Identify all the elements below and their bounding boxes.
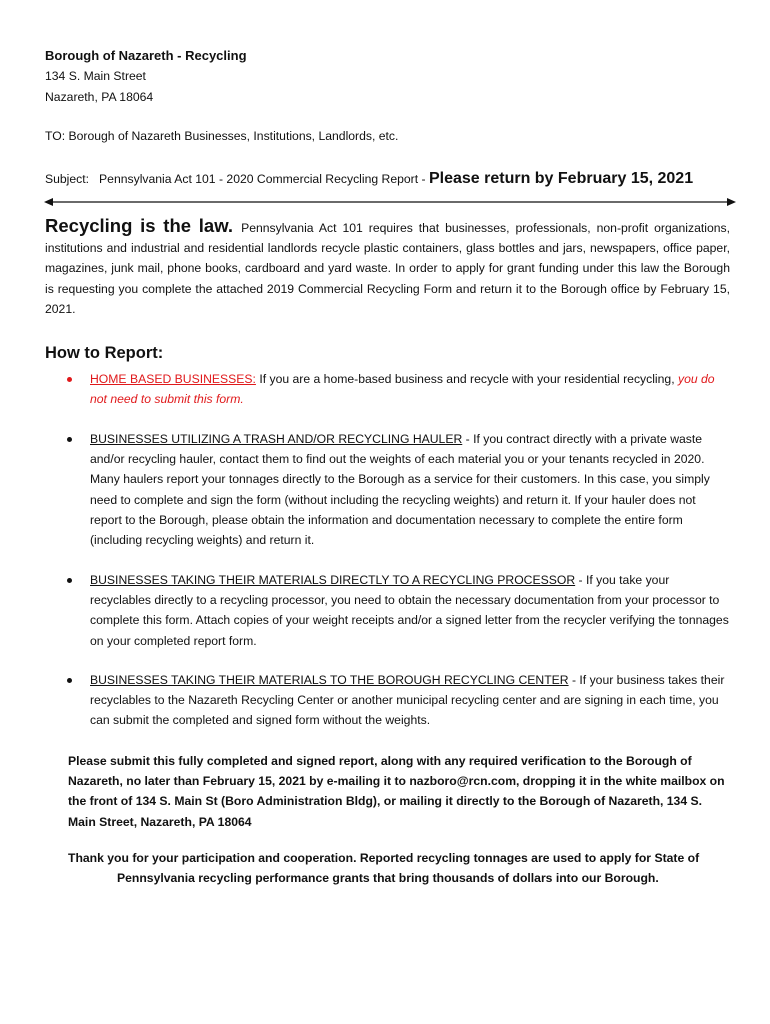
double-arrow-divider [44, 196, 736, 208]
bullet-icon [67, 671, 77, 683]
item-title: BUSINESSES TAKING THEIR MATERIALS TO THE BOROUGH RECYCLING CENTER [90, 673, 569, 687]
bullet-icon [67, 571, 77, 583]
due-date: Please return by February 15, 2021 [428, 170, 694, 187]
submission-instructions: Please submit this fully completed and signed report, along with any required verification to the Borough of Nazareth, no later than February 15, 2021 by e-mailing it to nazboro@rcn.com, dropping it in the white mailbox on the front of 134 S. Main St (Boro Administration Bldg), or mailing it directly to the Borough of Nazareth, 134 S. Main Street, Nazareth, PA 18064 [68, 754, 725, 829]
thanks-line-2: Pennsylvania recycling performance grants that bring thousands of dollars into our Borough. [117, 871, 659, 885]
subject-text: Pennsylvania Act 101 - 2020 Commercial Recycling Report - [99, 172, 426, 186]
item-title: BUSINESSES TAKING THEIR MATERIALS DIRECTLY TO A RECYCLING PROCESSOR [90, 573, 576, 587]
subject-line [45, 170, 693, 188]
thanks-line-1: Thank you for your participation and cooperation. Reported recycling tonnages are used to apply for State of [68, 851, 700, 865]
street-address: 134 S. Main Street [45, 69, 146, 83]
city-address: Nazareth, PA 18064 [45, 90, 154, 104]
bullet-icon [67, 370, 77, 382]
report-item-processor [90, 570, 730, 651]
item-text: - If you contract directly with a private waste and/or recycling hauler, contact them to find out the weights of each material you or your tenants recycled in 2020. Many haulers report your tonnages directly to the Borough as a service for their customers. In this case, you simply need to complete and sign the form (without including the recycling weights) and return it. If your hauler does not report to the Borough, please obtain the information and documentation necessary to complete the entire form (including recycling weights) and return it. [90, 432, 710, 548]
subject-label: Subject: [45, 172, 90, 186]
intro-body: Pennsylvania Act 101 requires that businesses, professionals, non-profit organizations, institutions and industrial and residential landlords recycle plastic containers, glass bottles and jars, newspapers, office paper, magazines, junk mail, phone books, cardboard and yard waste. In order to apply for grant funding under this law the Borough is requesting you complete the attached 2019 Commercial Recycling Form and return it to the Borough office by February 15, 2021. [45, 221, 730, 316]
report-item-recycling-center [90, 670, 730, 731]
to-line: TO: Borough of Nazareth Businesses, Institutions, Landlords, etc. [45, 129, 399, 143]
item-text: If you are a home-based business and recycle with your residential recycling, [255, 372, 675, 386]
item-text: - If your business takes their recyclables to the Nazareth Recycling Center or another municipal recycling center and are signing in each time, you can submit the completed and signed form without the weights. [90, 673, 725, 728]
report-item-hauler [90, 429, 730, 550]
item-emphasis: you do not need to submit this form. [90, 372, 715, 407]
item-text: - If you take your recyclables directly to a recycling processor, you need to obtain the necessary documentation from your processor to complete this form. Attach copies of your weight receipts and/or a signed letter from the recycler verifying the tonnages on your completed report form. [90, 573, 729, 648]
report-item-home-based [90, 369, 730, 409]
bullet-icon [67, 430, 77, 442]
how-to-report-heading: How to Report: [45, 344, 164, 362]
intro-heading: Recycling is the law. [45, 215, 234, 236]
intro-paragraph [45, 216, 730, 319]
item-title: BUSINESSES UTILIZING A TRASH AND/OR RECYCLING HAULER [90, 432, 463, 446]
item-title: HOME BASED BUSINESSES: [90, 372, 256, 386]
org-name: Borough of Nazareth - Recycling [45, 48, 247, 63]
